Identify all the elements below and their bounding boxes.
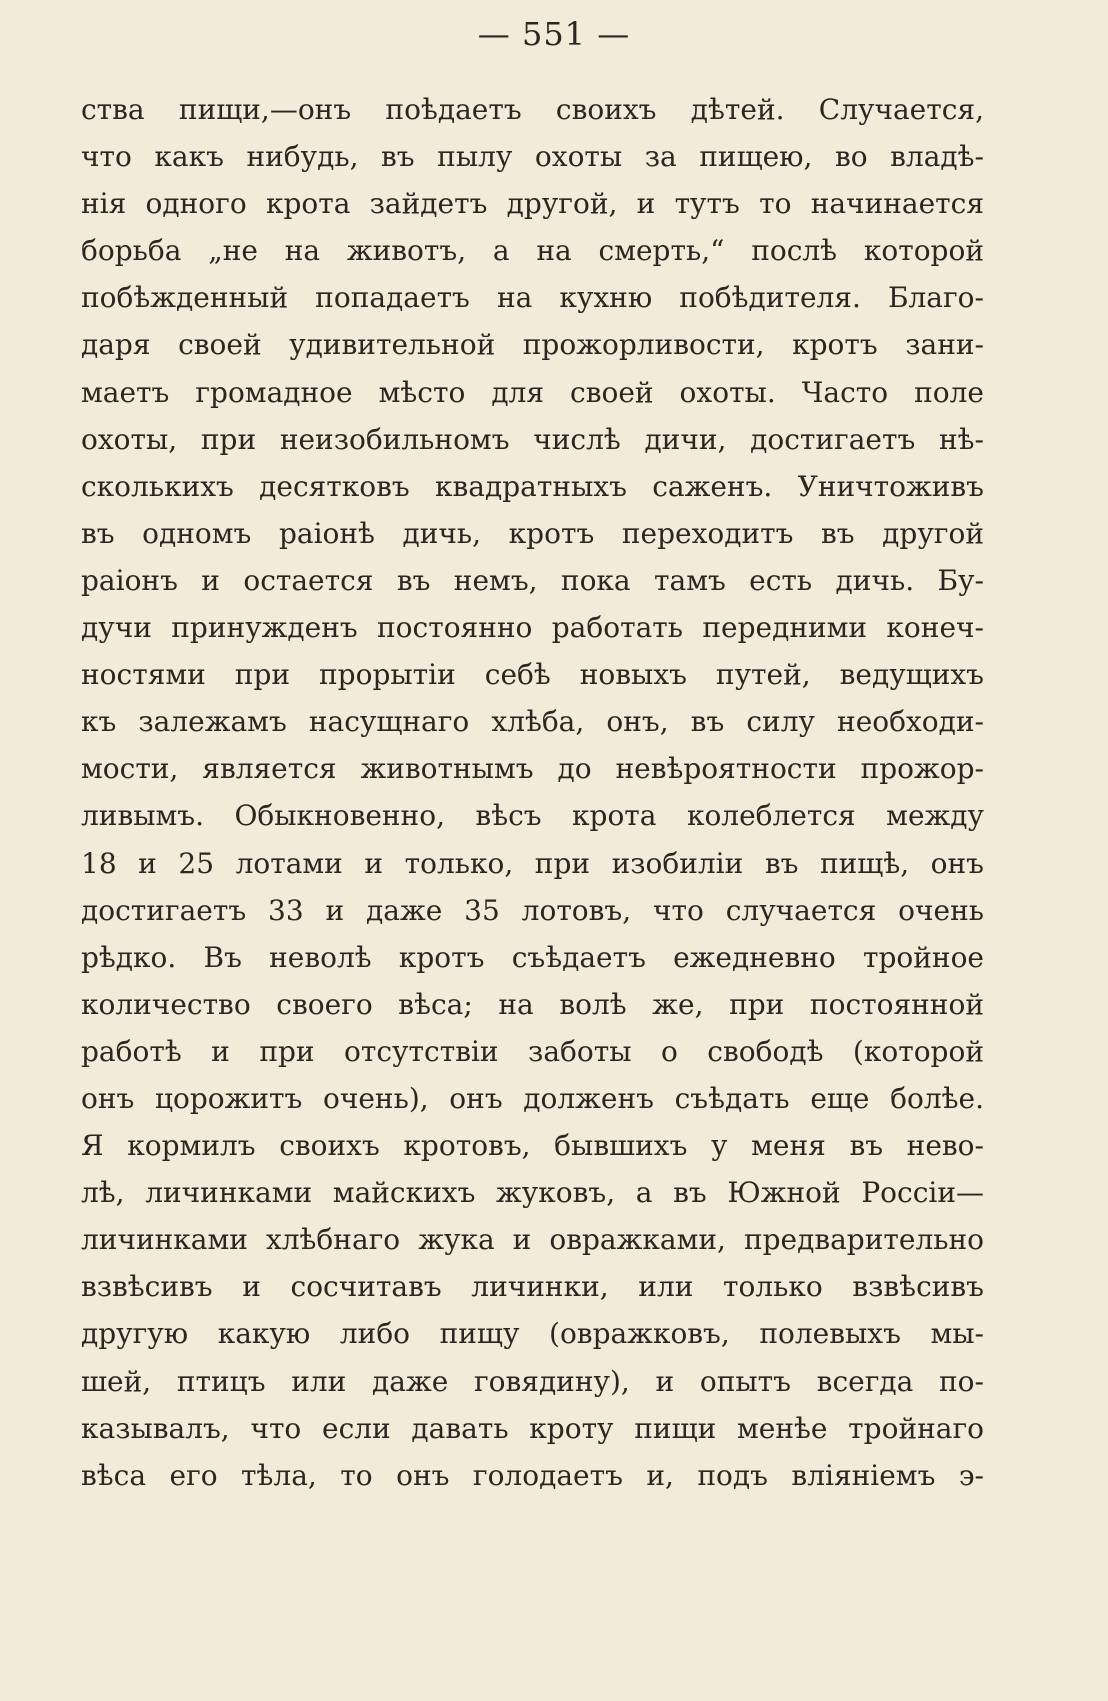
text-line-23: Я кормилъ своихъ кротовъ, бывшихъ у меня въ нево-	[81, 1129, 984, 1163]
text-line-15: мости, является животнымъ до невѣроятности прожор-	[81, 752, 984, 786]
text-line-6: даря своей удивительной прожорливости, кротъ зани-	[81, 328, 984, 362]
text-line-16: ливымъ. Обыкновенно, вѣсъ крота колеблется между	[81, 799, 984, 833]
text-line-29: казывалъ, что если давать кроту пищи менѣе тройнаго	[81, 1411, 984, 1445]
text-line-21: работѣ и при отсутствіи заботы о свободѣ (которой	[81, 1034, 984, 1068]
text-line-7: маетъ громадное мѣсто для своей охоты. Часто поле	[81, 375, 984, 409]
page-number: — 551 —	[477, 15, 631, 53]
text-line-30: вѣса его тѣла, то онъ голодаетъ и, подъ вліяніемъ э-	[81, 1458, 984, 1492]
text-line-4: борьба „не на животъ, а на смерть,“ послѣ которой	[81, 234, 984, 268]
text-line-24: лѣ, личинками майскихъ жуковъ, а въ Южной Россіи—	[81, 1176, 984, 1210]
text-line-2: что какъ нибудь, въ пылу охоты за пищею, во владѣ-	[81, 140, 984, 174]
text-line-13: ностями при прорытіи себѣ новыхъ путей, ведущихъ	[81, 658, 984, 692]
text-line-3: нія одного крота зайдетъ другой, и тутъ то начинается	[81, 187, 984, 221]
text-line-10: въ одномъ раіонѣ дичь, кротъ переходитъ въ другой	[81, 516, 984, 550]
text-line-19: рѣдко. Въ неволѣ кротъ съѣдаетъ ежедневно тройное	[81, 940, 984, 974]
text-line-18: достигаетъ 33 и даже 35 лотовъ, что случается очень	[81, 893, 984, 927]
text-line-1: ства пищи,—онъ поѣдаетъ своихъ дѣтей. Случается,	[81, 93, 984, 126]
text-line-17: 18 и 25 лотами и только, при изобиліи въ пищѣ, онъ	[81, 846, 984, 880]
text-line-27: другую какую либо пищу (овражковъ, полевыхъ мы-	[81, 1317, 984, 1351]
text-line-8: охоты, при неизобильномъ числѣ дичи, достигаетъ нѣ-	[81, 422, 984, 456]
text-line-26: взвѣсивъ и сосчитавъ личинки, или только взвѣсивъ	[81, 1270, 984, 1304]
text-line-22: онъ цорожитъ очень), онъ долженъ съѣдать еще болѣе.	[81, 1081, 984, 1115]
text-line-28: шей, птицъ или даже говядину), и опытъ всегда по-	[81, 1364, 984, 1398]
text-line-12: дучи принужденъ постоянно работать передними конеч-	[81, 611, 984, 645]
text-line-25: личинками хлѣбнаго жука и овражками, предварительно	[81, 1223, 984, 1257]
text-line-20: количество своего вѣса; на волѣ же, при постоянной	[81, 987, 984, 1021]
text-line-11: раіонъ и остается въ немъ, пока тамъ есть дичь. Бу-	[81, 563, 984, 597]
body-text	[81, 86, 984, 1499]
text-line-5: побѣжденный попадаетъ на кухню побѣдителя. Благо-	[81, 281, 984, 315]
text-line-9: сколькихъ десятковъ квадратныхъ саженъ. Уничтоживъ	[81, 469, 984, 503]
text-line-14: къ залежамъ насущнаго хлѣба, онъ, въ силу необходи-	[81, 705, 984, 739]
